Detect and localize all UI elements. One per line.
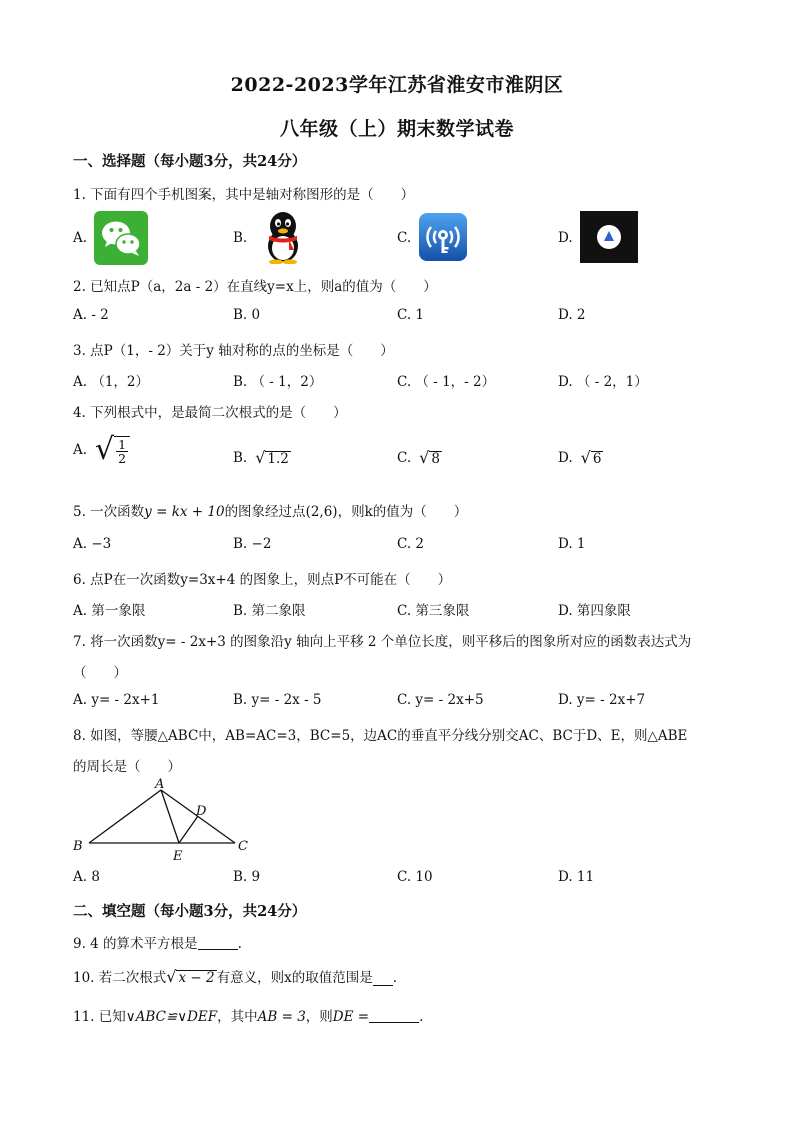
section-fill-heading: 二、填空题（每小题3分，共24分）: [73, 903, 307, 920]
q2-option-c: C. 1: [397, 307, 425, 323]
question-5-stem: 5. 一次函数y = kx + 10的图象经过点(2,6)，则k的值为（ ）: [73, 504, 468, 520]
q6-option-b: B. 第二象限: [233, 603, 306, 619]
q11-congruence: ∨ABC≌∨DEF: [125, 1009, 218, 1025]
q11-given: AB = 3: [257, 1009, 306, 1025]
q8-option-c: C. 10: [397, 869, 433, 885]
q8-option-a: A. 8: [73, 869, 100, 885]
q6-option-d: D. 第四象限: [558, 603, 631, 619]
q2-option-b: B. 0: [233, 307, 261, 323]
q1-option-d-label: D.: [558, 230, 573, 246]
answer-blank[interactable]: [373, 971, 393, 986]
q8-option-b: B. 9: [233, 869, 261, 885]
q4-option-c: C. √ 8: [397, 448, 440, 468]
answer-blank[interactable]: [369, 1008, 419, 1023]
q1-option-a-label: A.: [73, 230, 88, 246]
q4-option-b: B. √ 1.2: [233, 448, 289, 468]
answer-blank[interactable]: [198, 935, 238, 950]
q6-option-c: C. 第三象限: [397, 603, 470, 619]
fraction-one-half: $\frac{1}{2}$: [118, 436, 127, 466]
q1-option-c-label: C.: [397, 230, 412, 246]
triangle-figure: [70, 776, 260, 866]
q7-option-b: B. y= - 2x - 5: [233, 692, 322, 708]
q3-option-a: A. （1，2）: [73, 374, 150, 390]
question-1-stem: 1. 下面有四个手机图案，其中是轴对称图形的是（ ）: [73, 187, 415, 203]
q4-option-a: [73, 432, 130, 467]
q3-option-d: D. （ - 2，1）: [558, 374, 648, 390]
question-2-stem: 2. 已知点P（a，2a - 2）在直线y=x上，则a的值为（ ）: [73, 279, 437, 295]
q3-option-c: C. （ - 1，- 2）: [397, 374, 496, 390]
question-7-stem: 7. 将一次函数y= - 2x+3 的图象沿y 轴向上平移 2 个单位长度，则平移后的图象所对应的函数表达式为: [73, 634, 692, 650]
q3-option-b: B. （ - 1，2）: [233, 374, 323, 390]
segment-ab: [89, 790, 161, 843]
vertex-label-c: C: [238, 839, 248, 854]
q1-option-b-label: B.: [233, 230, 248, 246]
q7-option-d: D. y= - 2x+7: [558, 692, 646, 708]
question-9-stem: 9. 4 的算术平方根是 .: [73, 936, 242, 952]
triangle-button-icon: [580, 211, 638, 263]
wechat-icon: [94, 211, 148, 265]
exam-title-line2: 八年级（上）期末数学试卷: [279, 118, 514, 140]
qq-penguin-icon: [258, 210, 308, 264]
section-choice-heading: 一、选择题（每小题3分，共24分）: [73, 153, 307, 170]
exam-title-line1: 2022-2023学年江苏省淮安市淮阴区: [230, 74, 564, 96]
question-11-stem: 11. 已知∨ABC≌∨DEF，其中AB = 3，则DE = .: [73, 1009, 424, 1025]
sqrt-radicand-c: 8: [431, 451, 440, 468]
segment-de: [179, 816, 198, 843]
q5-option-c: C. 2: [397, 536, 425, 552]
question-8-stem-cont: 的周长是（ ）: [73, 759, 181, 775]
q5-option-b: B. −2: [233, 536, 272, 552]
sqrt-radicand-d: 6: [592, 451, 602, 468]
question-8-stem: 8. 如图，等腰△ABC中，AB=AC=3，BC=5，边AC的垂直平分线分别交AC、BC于D、E，则△ABE: [73, 728, 688, 744]
q5-point: (2,6): [305, 504, 338, 520]
question-7-stem-cont: （ ）: [73, 665, 127, 681]
vertex-label-a: A: [155, 777, 165, 792]
question-4-stem: 4. 下列根式中，是最简二次根式的是（ ）: [73, 405, 347, 421]
q6-option-a: A. 第一象限: [73, 603, 146, 619]
q5-option-a: A. −3: [73, 536, 112, 552]
sqrt-radicand-b: 1.2: [267, 451, 289, 468]
question-10-stem: 10. 若二次根式 √ x − 2 有意义，则x的取值范围是 .: [73, 967, 397, 987]
sqrt-x-minus-2: √ x − 2: [166, 967, 215, 987]
q4-option-c-label: C.: [397, 449, 412, 466]
sqrt-half: √ $\frac{1}{2}$: [95, 435, 130, 465]
vertex-label-b: B: [73, 839, 83, 854]
q7-option-c: C. y= - 2x+5: [397, 692, 484, 708]
q7-option-a: A. y= - 2x+1: [73, 692, 160, 708]
q4-option-a-label: A.: [73, 442, 88, 458]
q4-option-d-label: D.: [558, 449, 573, 466]
question-6-stem: 6. 点P在一次函数y=3x+4 的图象上，则点P不可能在（ ）: [73, 572, 452, 588]
q4-option-b-label: B.: [233, 449, 248, 466]
vertex-label-d: D: [196, 804, 207, 819]
segment-ae: [161, 790, 179, 843]
q4-option-d: D. √ 6: [558, 448, 602, 468]
q5-option-d: D. 1: [558, 536, 586, 552]
q2-option-a: A. - 2: [73, 307, 109, 323]
q2-option-d: D. 2: [558, 307, 586, 323]
q11-ask: DE =: [332, 1009, 370, 1025]
vertex-label-e: E: [173, 849, 183, 864]
q5-formula: y = kx + 10: [144, 504, 225, 520]
wifi-key-icon: [419, 213, 467, 261]
question-3-stem: 3. 点P（1，- 2）关于y 轴对称的点的坐标是（ ）: [73, 343, 394, 359]
q8-option-d: D. 11: [558, 869, 595, 885]
